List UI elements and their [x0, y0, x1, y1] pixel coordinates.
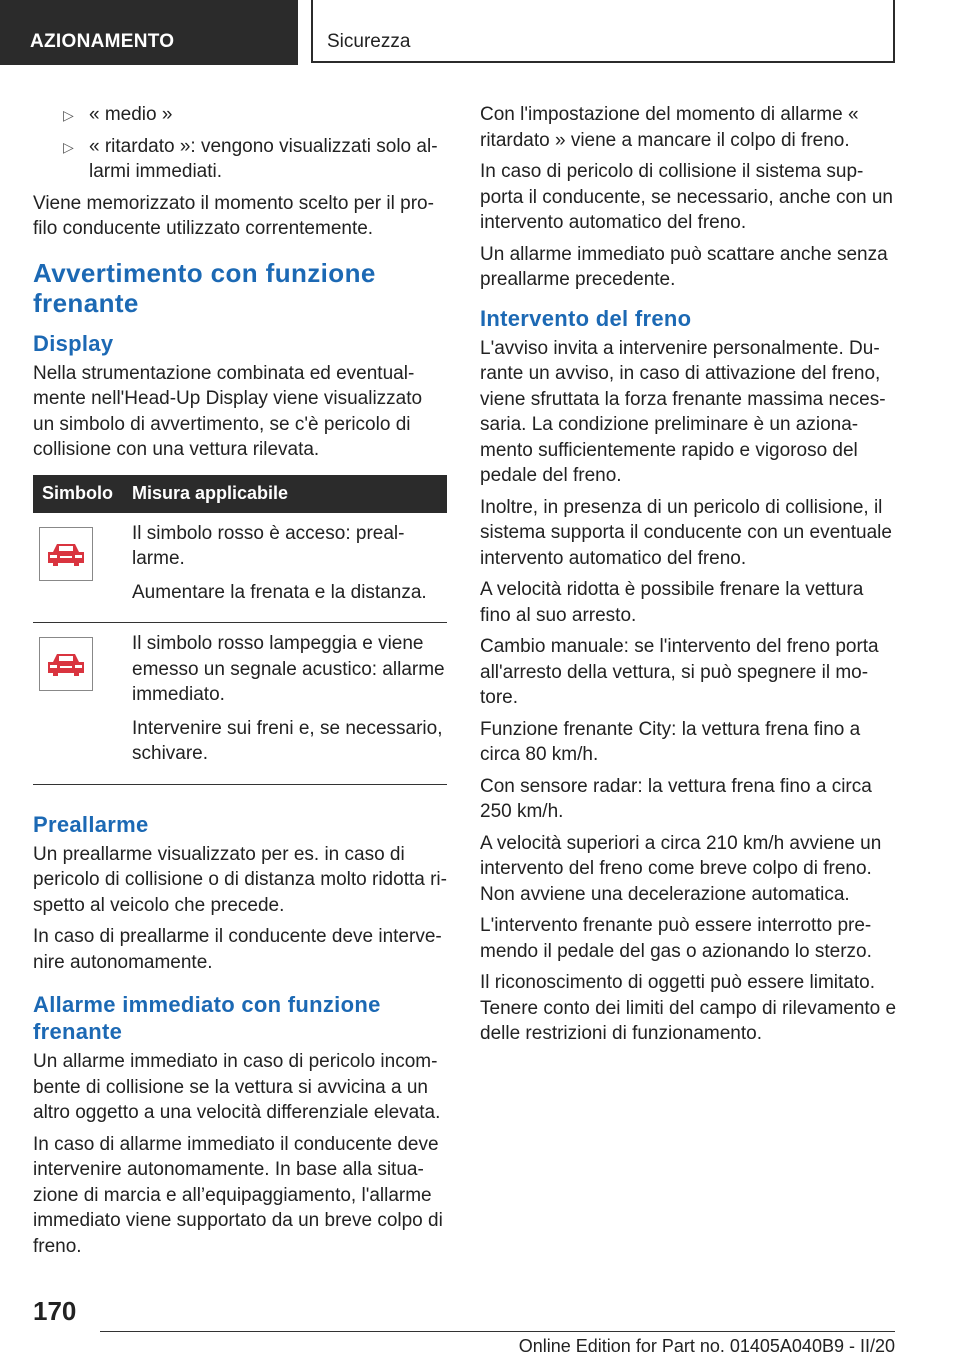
- list-item: [33, 134, 447, 185]
- paragraph: A velocità superiori a circa 210 km/h avviene un intervento del freno come breve colpo di freno. Non avviene una decelerazione automatica.: [480, 832, 882, 905]
- paragraph: Viene memorizzato il momento scelto per il profilo conducente utilizzato correntemente.: [33, 192, 434, 239]
- paragraph: Funzione frenante City: la vettura frena fino a circa 80 km/h.: [480, 718, 861, 765]
- paragraph: In caso di allarme immediato il conducente deve intervenire autonomamente. In base alla situazione di marcia e all’equipaggiamento, l'allarme immediato viene supportato da un breve colpo di freno.: [33, 1133, 443, 1257]
- table-cell-text: Aumentare la frenata e la distanza.: [132, 581, 427, 603]
- table-header: [33, 475, 447, 513]
- car-warning-flashing-icon: [44, 651, 88, 677]
- left-column: [33, 102, 447, 1265]
- paragraph: L'avviso invita a intervenire personalmente. Durante un avviso, in caso di attivazione del freno, viene sfruttata la forza frenante massima necessaria. La condizione preliminare è un azionamento sufficientemente rapido e vigoroso del pedale del freno.: [480, 337, 886, 486]
- table-cell-text: Intervenire sui freni e, se necessario, schivare.: [132, 717, 443, 764]
- table-cell-text: Il simbolo rosso lampeggia e viene emesso un segnale acustico: allarme immediato.: [132, 633, 445, 705]
- paragraph: A velocità ridotta è possibile frenare la vettura fino al suo arresto.: [480, 579, 864, 626]
- table-row: [33, 513, 447, 624]
- paragraph: Cambio manuale: se l'intervento del freno porta all'arresto della vettura, si può spegnere il motore.: [480, 636, 879, 708]
- footer-divider: [100, 1331, 895, 1332]
- symbol-box: [39, 527, 93, 581]
- list-item-text: « medio »: [89, 104, 173, 125]
- paragraph: Un preallarme visualizzato per es. in caso di pericolo di collisione o di distanza molto ridotta rispetto al veicolo che precede.: [33, 843, 447, 916]
- section-tab: [0, 0, 298, 65]
- paragraph: In caso di preallarme il conducente deve intervenire autonomamente.: [33, 926, 442, 973]
- table-cell-text: Il simbolo rosso è acceso: preallarme.: [132, 522, 405, 569]
- subheading-prealarm: Preallarme: [33, 811, 149, 837]
- section-heading: Avvertimento con funzione frenante: [33, 257, 376, 318]
- paragraph: Un allarme immediato in caso di pericolo incombente di collisione se la vettura si avvicina a un altro oggetto a una velocità differenziale elevata.: [33, 1051, 441, 1123]
- paragraph: Con l'impostazione del momento di allarme « ritardato » viene a mancare il colpo di freno.: [480, 104, 859, 151]
- subheading-immediate-alarm: Allarme immediato con funzione frenante: [33, 992, 381, 1044]
- paragraph: Un allarme immediato può scattare anche senza preallarme precedente.: [480, 243, 888, 290]
- chapter-tab: [311, 0, 895, 63]
- triangle-bullet-icon: ▷: [63, 107, 74, 123]
- symbol-table: [33, 475, 447, 785]
- paragraph: In caso di pericolo di collisione il sistema supporta il conducente, se necessario, anche con un intervento automatico del freno.: [480, 161, 893, 233]
- column-header-action: Misura applicabile: [132, 482, 289, 503]
- car-warning-icon: [44, 541, 88, 567]
- list-item-text: « ritardato »: vengono visualizzati solo allarmi immediati.: [89, 135, 438, 182]
- subheading-display: Display: [33, 330, 114, 356]
- table-row: [33, 623, 447, 785]
- triangle-bullet-icon: ▷: [63, 138, 74, 155]
- section-title: AZIONAMENTO: [30, 31, 175, 52]
- paragraph: L'intervento frenante può essere interrotto premendo il pedale del gas o azionando lo sterzo.: [480, 915, 872, 962]
- chapter-title: Sicurezza: [327, 31, 411, 52]
- subheading-brake-intervention: Intervento del freno: [480, 305, 692, 331]
- paragraph: Il riconoscimento di oggetti può essere limitato. Tenere conto dei limiti del campo di rilevamento e delle restrizioni di funzionamento.: [480, 972, 897, 1044]
- symbol-box: [39, 637, 93, 691]
- paragraph: Inoltre, in presenza di un pericolo di collisione, il sistema supporta il conducente con un eventuale intervento automatico del freno.: [480, 496, 892, 569]
- paragraph: Con sensore radar: la vettura frena fino a circa 250 km/h.: [480, 775, 872, 822]
- right-column: [480, 102, 898, 1053]
- edition-note: Online Edition for Part no. 01405A040B9 - II/20: [518, 1336, 895, 1356]
- list-item: [33, 102, 447, 128]
- paragraph: Nella strumentazione combinata ed eventualmente nell'Head-Up Display viene visualizzato un simbolo di avvertimento, se c'è pericolo di collisione con una vettura rilevata.: [33, 362, 423, 460]
- page-number: 170: [33, 1296, 77, 1326]
- column-header-symbol: Simbolo: [42, 482, 113, 503]
